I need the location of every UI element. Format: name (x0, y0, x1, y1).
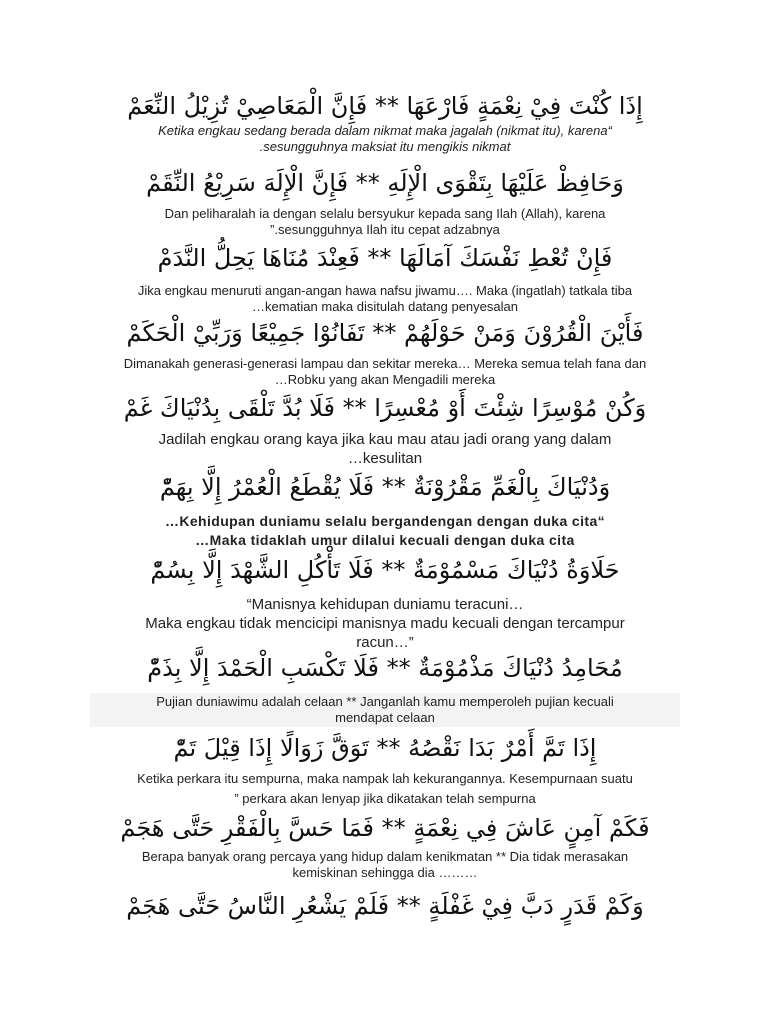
verse-1 (90, 89, 680, 155)
translation-line: Dimanakah generasi-generasi lampau dan sekitar mereka… Mereka semua telah fana dan (123, 356, 647, 371)
arabic-verse: وَكَمْ قَدَرٍ دَبَّ فِيْ غَفْلَةٍ ** فَلَمْ يَشْعُرِ النَّاسُ حَتَّى هَجَمْ (126, 892, 644, 920)
translation-line: ” perkara akan lenyap jika dikatakan telah sempurna (234, 791, 536, 806)
translation (90, 771, 680, 807)
translation-line: kemiskinan sehingga dia ……… (292, 865, 478, 880)
arabic-verse: وَدُنْيَاكَ بِالْغَمِّ مَقْرُوْنَةٌ ** فَلَا يُقْطَعُ الْعُمْرُ إِلَّا بِهَمّْ (159, 473, 611, 501)
translation-line: Jadilah engkau orang kaya jika kau mau atau jadi orang yang dalam (158, 431, 612, 448)
arabic-verse: وَكُنْ مُوْسِرًا شِئْتَ أَوْ مُعْسِرًا ** فَلَا بُدَّ تَلْقَى بِدُنْيَاكَ غَمْ (123, 394, 647, 422)
verse-3 (90, 241, 680, 315)
translation-line: …Kehidupan duniamu selalu bergandengan dengan duka cita“ (164, 513, 606, 529)
translation (90, 595, 680, 652)
translation-line: Ketika engkau sedang berada dalam nikmat maka jagalah (nikmat itu), karena“ (158, 123, 612, 138)
arabic-verse: فَأَيْنَ الْقُرُوْنَ وَمَنْ حَوْلَهُمْ ** تَفَانُوْا جَمِيْعًا وَرَبِّيْ الْحَكَمْ (126, 319, 644, 347)
translation-line: …kematian maka disitulah datang penyesalan (252, 299, 518, 314)
translation-line: Maka engkau tidak mencicipi manisnya madu kecuali dengan tercampur (145, 615, 625, 632)
verse-4 (90, 316, 680, 388)
translation-line: “Manisnya kehidupan duniamu teracuni… (246, 596, 524, 613)
translation (90, 206, 680, 238)
translation-line: ”.sesungguhnya Ilah itu cepat adzabnya (270, 222, 500, 237)
arabic-verse: مُحَامِدُ دُنْيَاكَ مَذْمُوْمَةٌ ** فَلَا تَكْسَبِ الْحَمْدَ إِلَّا بِذَمّْ (147, 654, 623, 682)
translation (90, 849, 680, 881)
translation (90, 430, 680, 468)
translation-line: .sesungguhnya maksiat itu mengikis nikmat (259, 139, 511, 154)
arabic-verse: إِذَا كُنْتَ فِيْ نِعْمَةٍ فَارْعَهَا ** فَإِنَّ الْمَعَاصِيْ تُزِيْلُ النِّعَمْ (127, 92, 643, 120)
translation-line: Jika engkau menuruti angan-angan hawa nafsu jiwamu…. Maka (ingatlah) tatkala tiba (137, 283, 633, 298)
translation-line: Dan peliharalah ia dengan selalu bersyukur kepada sang Ilah (Allah), karena (164, 206, 606, 221)
translation-line: …Maka tidaklah umur dilalui kecuali dengan duka cita (195, 532, 575, 548)
verse-2 (90, 166, 680, 238)
translation-line: …kesulitan (347, 450, 423, 467)
arabic-verse: إِذَا تَمَّ أَمْرٌ بَدَا نَقْصُهُ ** تَوَقَّ زَوَالًا إِذَا قِيْلَ تَمّْ (173, 734, 597, 762)
translation-line: Berapa banyak orang percaya yang hidup dalam kenikmatan ** Dia tidak merasakan (141, 849, 629, 864)
translation-line: mendapat celaan (335, 710, 435, 725)
translation (90, 512, 680, 550)
arabic-verse: حَلَاوَةُ دُنْيَاكَ مَسْمُوْمَةٌ ** فَلَا تَأْكُلِ الشَّهْدَ إِلَّا بِسُمّْ (150, 556, 620, 584)
arabic-verse: فَكَمْ آمِنٍ عَاشَ فِي نِعْمَةٍ ** فَمَا حَسَّ بِالْفَقْرِ حَتَّى هَجَمْ (120, 814, 650, 842)
verse-5 (90, 391, 680, 468)
verse-7 (90, 553, 680, 652)
verse-9 (90, 731, 680, 807)
translation-line: …Robku yang akan Mengadili mereka (274, 372, 496, 387)
translation (90, 283, 680, 315)
verse-8 (90, 651, 680, 727)
verse-6 (90, 470, 680, 550)
verse-10 (90, 811, 680, 881)
translation (90, 693, 680, 727)
translation-line: Pujian duniawimu adalah celaan ** Janganlah kamu memperoleh pujian kecuali (156, 694, 614, 709)
translation (90, 123, 680, 155)
arabic-verse: فَإِنْ تُعْطِ نَفْسَكَ آمَالَهَا ** فَعِنْدَ مُنَاهَا يَحِلُّ النَّدَمْ (157, 244, 613, 272)
translation-line: racun…” (356, 634, 414, 651)
verse-11 (90, 889, 680, 923)
translation-line: Ketika perkara itu sempurna, maka nampak lah kekurangannya. Kesempurnaan suatu (137, 771, 633, 786)
translation (90, 356, 680, 388)
arabic-verse: وَحَافِظْ عَلَيْهَا بِتَقْوَى الْإِلَهِ ** فَإِنَّ الْإِلَهَ سَرِيْعُ النِّقَمْ (146, 169, 624, 197)
